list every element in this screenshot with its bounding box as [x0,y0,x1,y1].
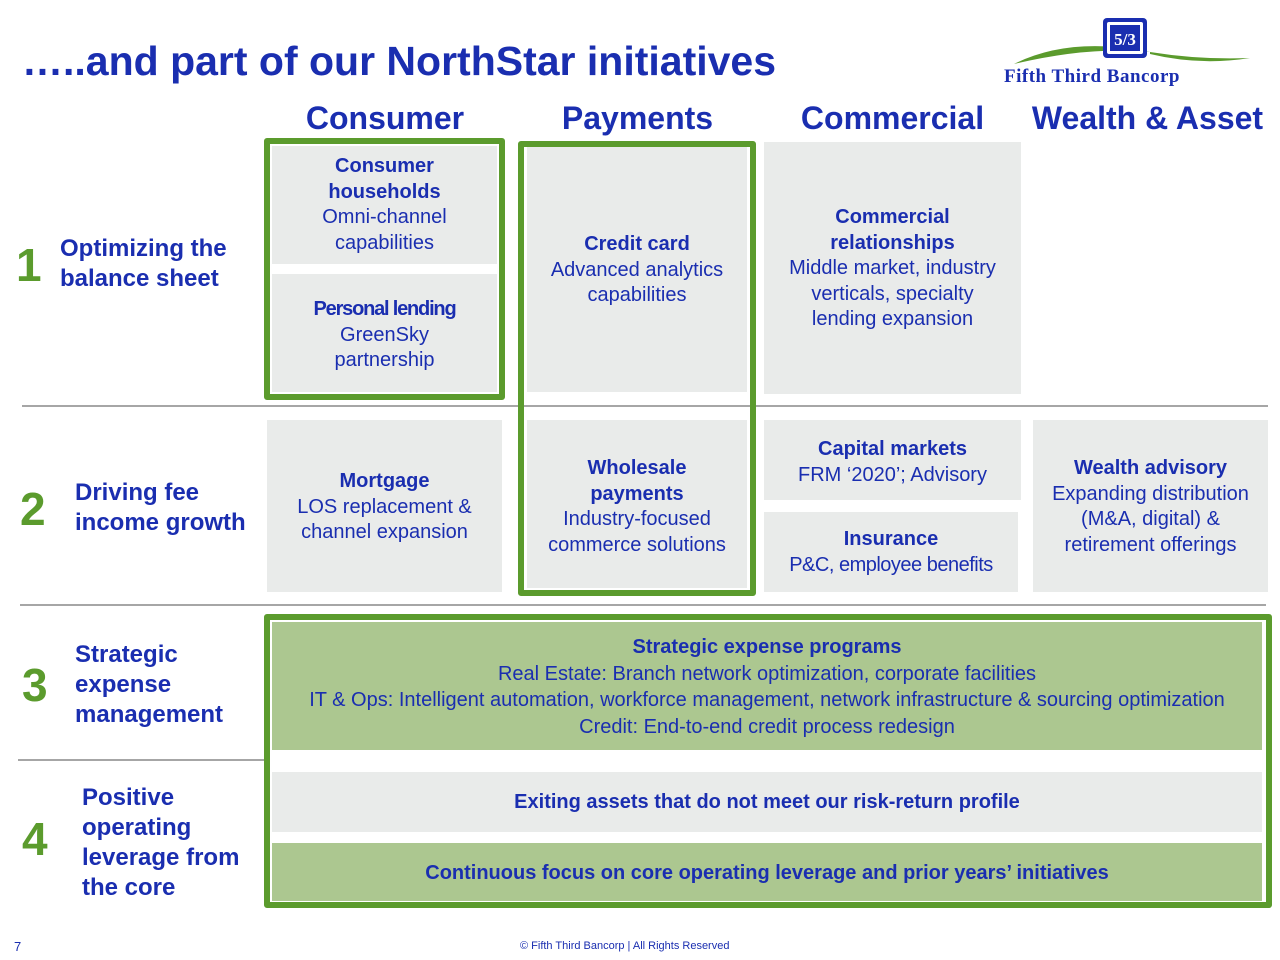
fifth-third-logo [1000,14,1260,94]
cell-continuous-focus: Continuous focus on core operating leverage and prior years’ initiatives [272,843,1262,901]
page-number: 7 [14,939,22,954]
logo-swoosh-icon [1000,14,1260,74]
column-header-commercial: Commercial [800,100,985,136]
row-label-3: Strategic expense management [75,641,224,728]
cell-credit-card: Credit card Advanced analytics capabilities [527,146,747,392]
column-header-wealth: Wealth & Asset [1031,100,1264,136]
column-header-payments: Payments [561,100,714,136]
cell-insurance: Insurance P&C, employee benefits [764,512,1018,592]
row-divider [20,604,1266,606]
cell-consumer-households: Consumer households Omni-channel capabilities [272,146,497,264]
cell-wholesale-payments: Wholesale payments Industry-focused commerce solutions [527,420,747,588]
row-label-2: Driving fee income growth [75,479,246,536]
column-header-consumer: Consumer [305,100,465,136]
cell-capital-markets: Capital markets FRM ‘2020’; Advisory [764,420,1021,500]
svg-text:5/3: 5/3 [1114,30,1136,49]
highlight-frame-payments [518,141,756,596]
row-divider [18,759,268,761]
copyright-footer: © Fifth Third Bancorp | All Rights Reserved [520,940,730,952]
cell-wealth-advisory: Wealth advisory Expanding distribution (M&A, digital) & retirement offerings [1033,420,1268,592]
cell-strategic-expense-programs: Strategic expense programs Real Estate: Branch network optimization, corporate facilities IT & Ops: Intelligent automation, workforce management, network infrastructure & sourcing optimization Credit: End-to-end credit process redesign [272,622,1262,750]
row-number-3: 3 [22,659,48,711]
row-label-4: Positive operating leverage from the core [82,784,240,901]
cell-exiting-assets: Exiting assets that do not meet our risk-return profile [272,772,1262,832]
slide-title: …..and part of our NorthStar initiatives [22,38,777,84]
logo-wordmark: Fifth Third Bancorp [1004,66,1180,87]
cell-mortgage: Mortgage LOS replacement & channel expansion [267,420,502,592]
highlight-frame-expense-leverage [264,614,1272,908]
highlight-frame-consumer [264,138,505,400]
row-number-1: 1 [16,239,42,291]
cell-personal-lending: Personal lending GreenSky partnership [272,274,497,392]
row-number-2: 2 [20,483,46,535]
row-number-4: 4 [22,813,48,865]
cell-commercial-relationships: Commercial relationships Middle market, industry verticals, specialty lending expansion [764,142,1021,394]
row-label-1: Optimizing the balance sheet [60,235,227,292]
